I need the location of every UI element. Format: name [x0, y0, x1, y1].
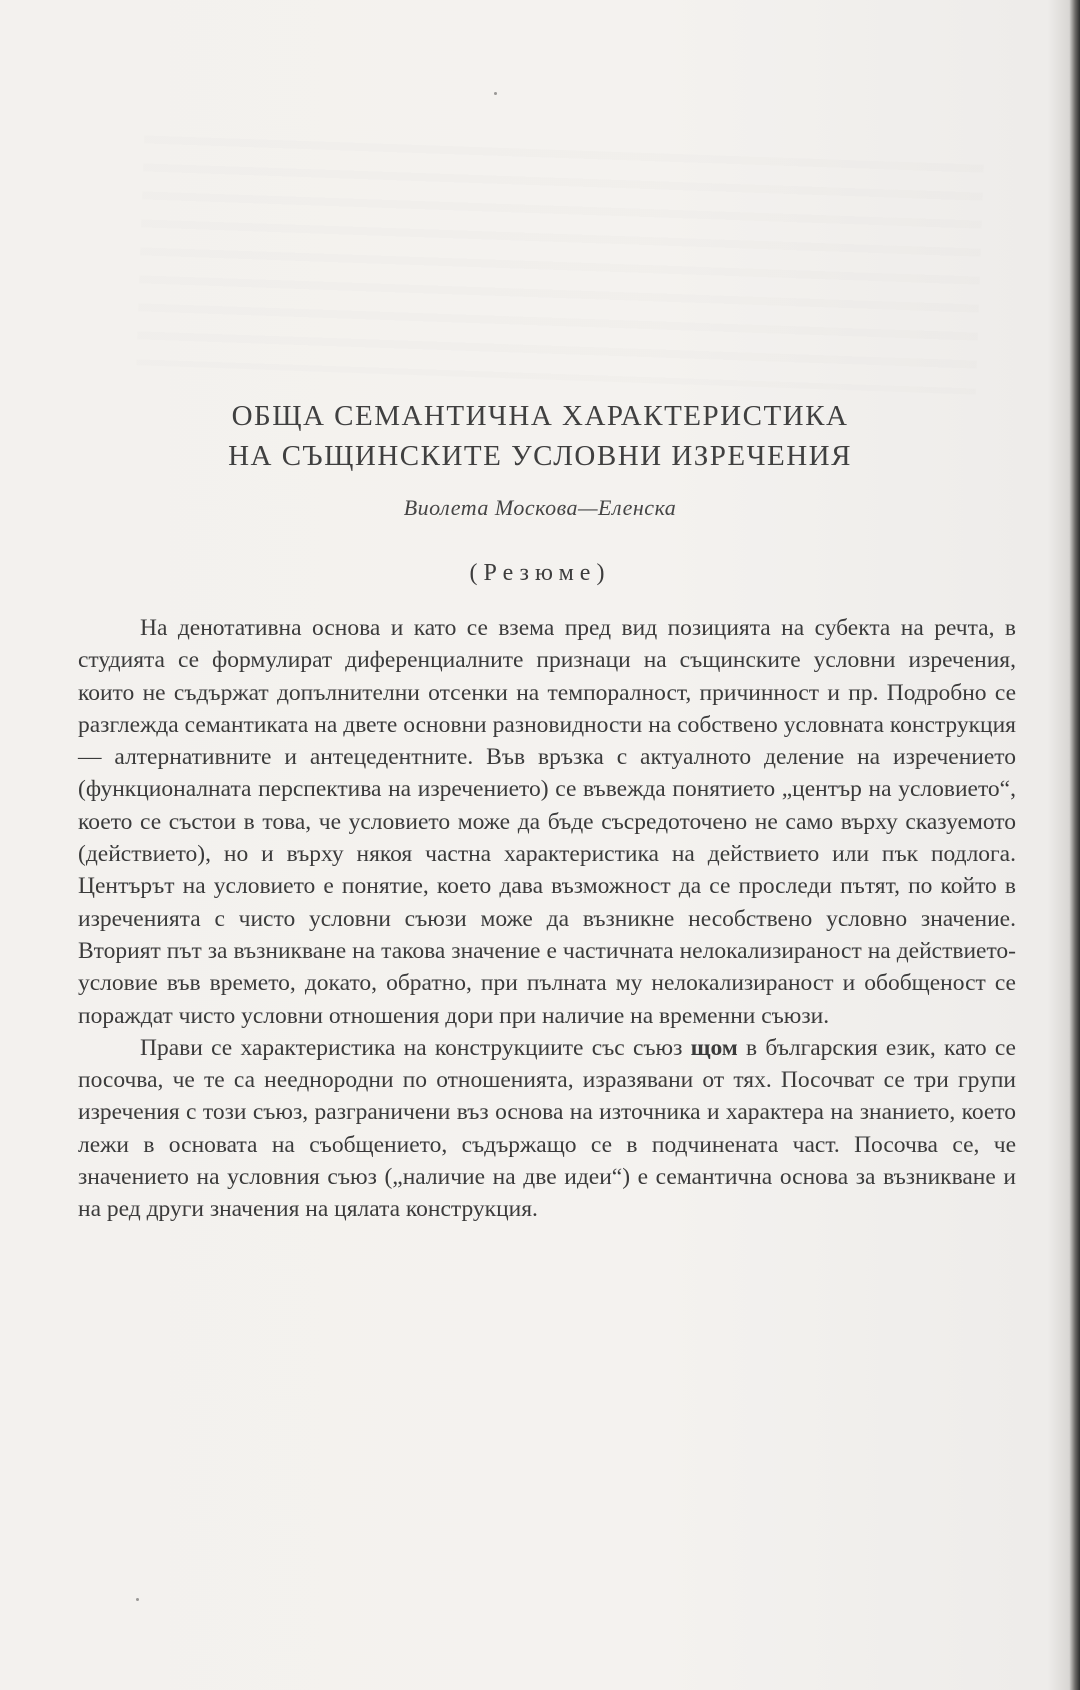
reverse-side-bleed-through: [136, 135, 984, 394]
paragraph-1: На денотативна основа и като се взема пред вид позицията на субекта на речта, в студията се формулират диференциалните признаци на същинските условни изречения, които не съдържат допълнителни отсенки на темпоралност, причинност и пр. Подробно се разглежда семантиката на двете основни разновидности на собствено условната конструкция — алтернативните и антецедентните. Във връзка с актуалното деление на изречението (функционалната перспектива на изречението) се въвежда понятието „център на условието“, което се състои в това, че условието може да бъде съсредоточено не само върху сказуемото (действието), но и върху някоя частна характеристика на действието или пък подлога. Центърът на условието е понятие, което дава възможност да се проследи пътят, по който в изреченията с чисто условни съюзи може да възникне несобствено условно значение. Вторият път за възникване на такова значение е частичната нелокализираност на действието-условие във времето, докато, обратно, при пълната му нелокализираност и обобщеност се пораждат чисто условни отношения дори при наличие на временни съюзи.: [78, 615, 1016, 1029]
paragraph-2: [78, 1032, 1016, 1226]
page-edge-shadow: [1070, 0, 1080, 1690]
section-label: (Резюме): [469, 560, 611, 586]
article-title: [0, 396, 1080, 476]
paper-speck: [494, 92, 497, 95]
paper-speck: [136, 1598, 139, 1601]
title-line-1: ОБЩА СЕМАНТИЧНА ХАРАКТЕРИСТИКА: [231, 400, 849, 432]
author-name: Виолета Москова—Еленска: [403, 495, 677, 520]
paragraph-2-text-after: в българския език, като се посочва, че те са нееднородни по отношенията, изразявани от тях. Посочват се три групи изречения с този съюз, разграничени въз основа на източника и характера на знанието, което лежи в основата на съобщението, съдържащо се в подчинената част. Посочва се, че значението на условния съюз („наличие на две идеи“) е семантична основа за възникване и на ред други значения на цялата конструкция.: [78, 1034, 1016, 1223]
title-line-2: НА СЪЩИНСКИТЕ УСЛОВНИ ИЗРЕЧЕНИЯ: [228, 440, 852, 472]
summary-body: [78, 612, 1016, 1226]
paragraph-2-emphasis: щом: [690, 1034, 738, 1061]
paragraph-2-text-before: Прави се характеристика на конструкциите със съюз: [140, 1034, 691, 1061]
